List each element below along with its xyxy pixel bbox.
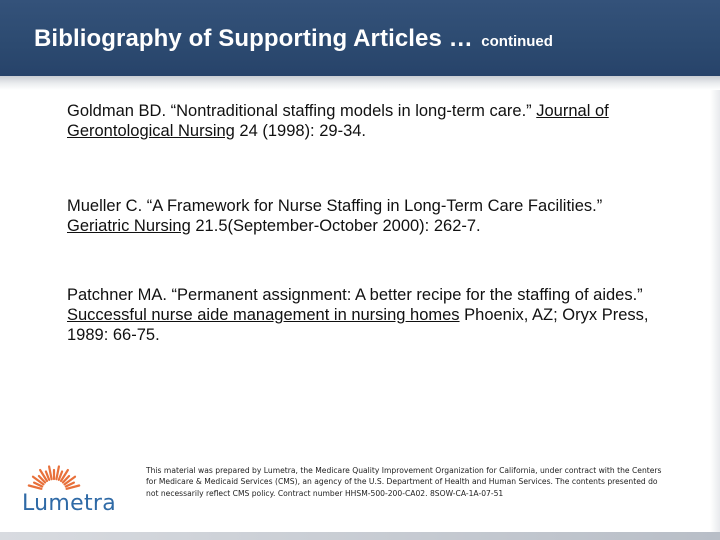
title-bar	[0, 0, 720, 76]
title-continued-text: continued	[481, 33, 553, 50]
reference-goldman	[67, 101, 667, 141]
title-shadow	[0, 76, 720, 90]
reference-mueller	[67, 196, 667, 236]
disclaimer-text: This material was prepared by Lumetra, the Medicare Quality Improvement Organization for California, under contract with the Centers for Medicare & Medicaid Services (CMS), an agency of the U.S. Department of Health and Human Services. The contents presented do not necessarily reflect CMS policy. Contract number HHSM-500-200-CA02. 8SOW-CA-1A-07-51	[146, 466, 662, 498]
reference-text: Goldman BD. “Nontraditional staffing models in long-term care.”	[67, 102, 537, 120]
footer-rule	[0, 532, 720, 540]
right-edge-shade	[710, 90, 720, 540]
reference-citation: 21.5(September-October 2000): 262-7.	[190, 217, 481, 235]
reference-source: Journal of Gerontological Nursing	[67, 102, 609, 140]
sunburst-ray	[49, 467, 52, 480]
lumetra-logo-text: Lumetra	[22, 491, 117, 516]
reference-source: Geriatric Nursing	[67, 217, 191, 235]
reference-citation: Phoenix, AZ; Oryx Press, 1989: 66-75.	[67, 306, 649, 344]
slide-title	[34, 25, 553, 53]
sunburst-ray	[56, 467, 59, 480]
reference-patchner	[67, 285, 667, 345]
reference-text: Mueller C. “A Framework for Nurse Staffing in Long-Term Care Facilities.”	[67, 197, 603, 215]
reference-text: Patchner MA. “Permanent assignment: A better recipe for the staffing of aides.”	[67, 286, 643, 304]
reference-citation: 24 (1998): 29-34.	[234, 122, 367, 140]
reference-source: Successful nurse aide management in nursing homes	[67, 306, 460, 324]
title-main-text: Bibliography of Supporting Articles …	[34, 25, 473, 52]
